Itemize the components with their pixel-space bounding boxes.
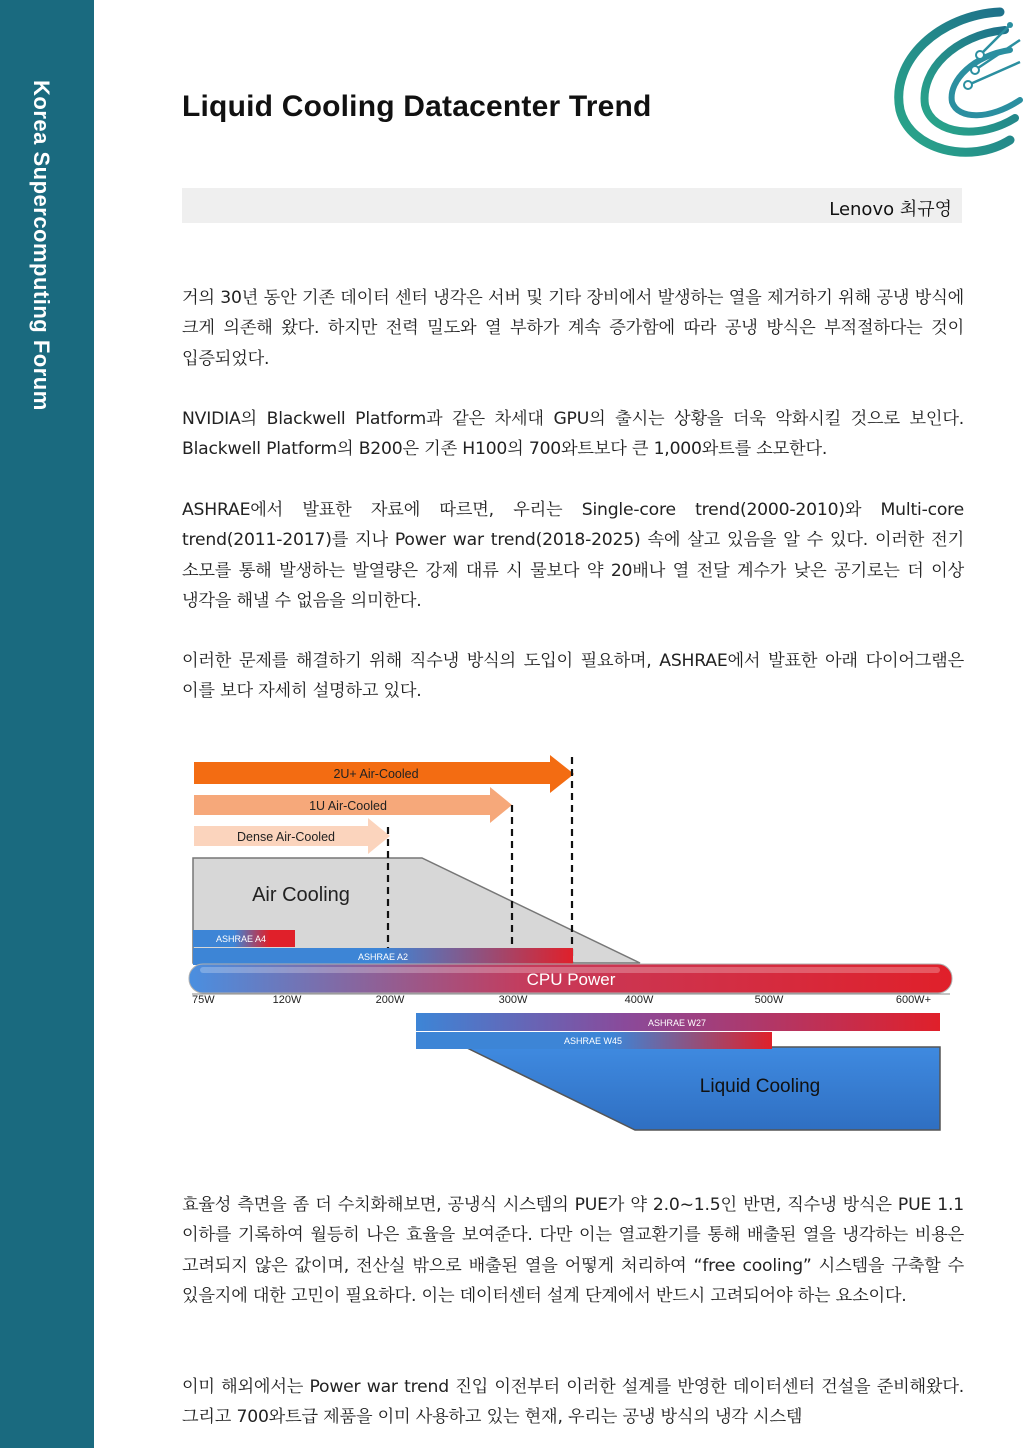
sidebar-label: Korea Supercomputing Forum (29, 80, 54, 411)
ashrae-w45-label: ASHRAE W45 (563, 1036, 623, 1046)
tick-label: 400W (624, 994, 654, 1006)
tick-label: 300W (498, 994, 528, 1006)
power-axis (192, 994, 950, 1006)
author-name: Lenovo 최규영 (829, 199, 952, 220)
liquid-cooling-label: Liquid Cooling (699, 1076, 821, 1097)
author-bar (182, 188, 962, 223)
air-cooling-region (193, 858, 640, 963)
ashrae-a2-label: ASHRAE A2 (357, 952, 409, 962)
ashrae-a4-label: ASHRAE A4 (216, 934, 267, 944)
arrow-1u-label: 1U Air-Cooled (309, 799, 387, 813)
paragraph-3: ASHRAE에서 발표한 자료에 따르면, 우리는 Single-core trend(2000-2010)와 Multi-core trend(2011-2017)를 지나 Power war trend(2018-2025) 속에 살고 있음을 알 수 있다. 이러한 전기 소모를 통해 발생하는 발열량은 강제 대류 시 물보다 약 20배나 열 전달 계수가 낮은 공기로는 더 이상 냉각을 해낼 수 없음을 의미한다. (182, 500, 964, 612)
paragraph-1: 거의 30년 동안 기존 데이터 센터 냉각은 서버 및 기타 장비에서 발생하는 열을 제거하기 위해 공냉 방식에 크게 의존해 왔다. 하지만 전력 밀도와 열 부하가 계속 증가함에 따라 공냉 방식은 부적절하다는 것이 입증되었다. (182, 288, 964, 369)
forum-logo-icon (880, 0, 1024, 170)
arrow-dense-label: Dense Air-Cooled (237, 830, 335, 844)
arrow-2u-air-cooled (194, 755, 574, 793)
paragraph-6: 이미 해외에서는 Power war trend 진입 이전부터 이러한 설계를 반영한 데이터센터 건설을 준비해왔다. 그리고 700와트급 제품을 이미 사용하고 있는 현재, 우리는 공냉 방식의 냉각 시스템 (182, 1377, 964, 1428)
paragraph-4: 이러한 문제를 해결하기 위해 직수냉 방식의 도입이 필요하며, ASHRAE에서 발표한 아래 다이어그램은 이를 보다 자세히 설명하고 있다. (182, 651, 964, 702)
arrow-2u-label: 2U+ Air-Cooled (333, 767, 419, 781)
ashrae-w27-label: ASHRAE W27 (647, 1018, 707, 1028)
arrow-1u-air-cooled (194, 787, 512, 823)
tick-label: 200W (375, 994, 405, 1006)
page-title: Liquid Cooling Datacenter Trend (182, 90, 652, 123)
air-cooling-label: Air Cooling (252, 884, 350, 906)
paragraph-5: 효율성 측면을 좀 더 수치화해보면, 공냉식 시스템의 PUE가 약 2.0~1.5인 반면, 직수냉 방식은 PUE 1.1 이하를 기록하여 월등히 나은 효율을 보여준다. 다만 이는 열교환기를 통해 배출된 열을 냉각하는 비용은 고려되지 않은 값이며, 전산실 밖으로 배출된 열을 어떻게 처리하여 “free cooling” 시스템을 구축할 수 있을지에 대한 고민이 필요하다. 이는 데이터센터 설계 단계에서 반드시 고려되어야 하는 요소이다. (182, 1195, 964, 1307)
tick-label: 120W (272, 994, 302, 1006)
sidebar (0, 0, 94, 1448)
tick-label: 600W+ (895, 994, 931, 1006)
arrow-dense-air-cooled (194, 818, 390, 854)
tick-label: 500W (754, 994, 784, 1006)
cooling-diagram (180, 745, 970, 1145)
cpu-power-label: CPU Power (526, 970, 616, 989)
tick-label: 75W (192, 994, 215, 1006)
paragraph-2: NVIDIA의 Blackwell Platform과 같은 차세대 GPU의 출시는 상황을 더욱 악화시킬 것으로 보인다. Blackwell Platform의 B200은 기존 H100의 700와트보다 큰 1,000와트를 소모한다. (182, 409, 964, 460)
